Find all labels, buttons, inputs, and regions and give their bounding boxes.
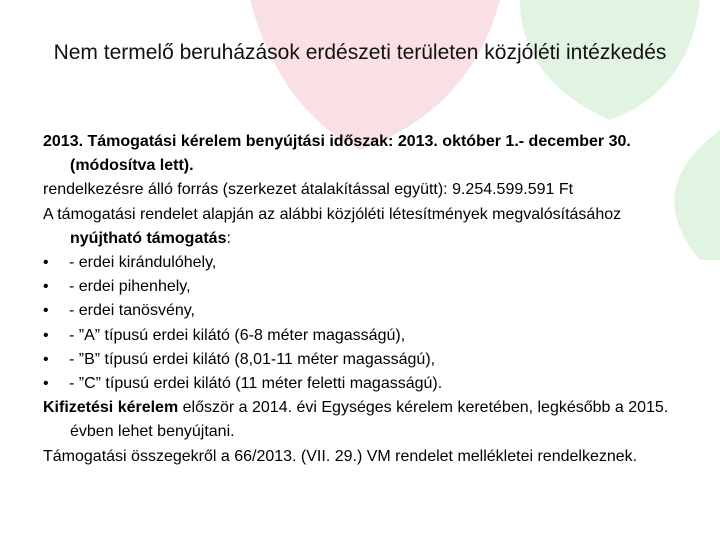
bullet: • [43, 278, 49, 296]
slide-body [43, 130, 683, 469]
bullet: • [43, 326, 49, 344]
list-item [43, 275, 683, 299]
list-item [43, 324, 683, 348]
list-item-text: - ”C” típusú erdei kilátó (11 méter feletti magasságú). [69, 375, 443, 393]
payment-request-paragraph [43, 396, 683, 444]
payment-request-text: először a 2014. évi Egységes kérelem keretében, legkésőbb a 2015. évben lehet benyújtani. [70, 399, 669, 441]
eligible-facilities-text: A támogatási rendelet alapján az alábbi közjóléti létesítmények megvalósításához [43, 205, 622, 223]
eligible-colon: : [226, 229, 231, 247]
list-item-text: - erdei kirándulóhely, [69, 254, 217, 272]
slide-title: Nem termelő beruházások erdészeti területen közjóléti intézkedés [53, 41, 667, 64]
bullet: • [43, 302, 49, 320]
available-funds-paragraph: rendelkezésre álló forrás (szerkezet átalakítással együtt): 9.254.599.591 Ft [43, 181, 574, 199]
bullet: • [43, 254, 49, 272]
list-item-text: - ”A” típusú erdei kilátó (6-8 méter magasságú), [69, 326, 406, 344]
list-item [43, 372, 683, 396]
list-item [43, 251, 683, 275]
application-period-paragraph: 2013. Támogatási kérelem benyújtási időszak: 2013. október 1.- december 30. (módosítva lett). [43, 133, 631, 175]
bullet: • [43, 350, 49, 368]
support-amounts-paragraph: Támogatási összegekről a 66/2013. (VII. 29.) VM rendelet mellékletei rendelkeznek. [43, 447, 638, 465]
list-item-text: - erdei pihenhely, [69, 278, 191, 296]
list-item [43, 348, 683, 372]
bullet: • [43, 375, 49, 393]
eligible-support-bold: nyújtható támogatás [70, 229, 227, 247]
eligible-facilities-paragraph [43, 203, 683, 251]
list-item-text: - ”B” típusú erdei kilátó (8,01-11 méter magasságú), [69, 350, 436, 368]
list-item [43, 299, 683, 323]
list-item-text: - erdei tanösvény, [69, 302, 195, 320]
payment-request-bold: Kifizetési kérelem [43, 399, 179, 417]
